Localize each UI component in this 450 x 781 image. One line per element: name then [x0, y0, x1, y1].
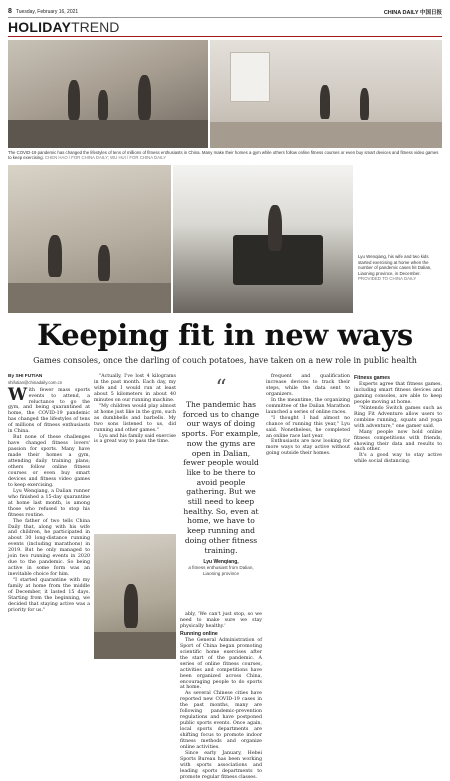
top-caption-text: The COVID-19 pandemic has changed the lifestyles of tens of millions of fitness enthusiasts in China. Many make their homes a gym while others follow online fitness courses or even buy smart devices and fitness video games to keep exercising. [8, 150, 439, 161]
side-caption-credit: PROVIDED TO CHINA DAILY [358, 276, 417, 281]
byline: By SHI FUTIAN [8, 374, 43, 379]
issue-date: Tuesday, February 16, 2021 [15, 8, 79, 15]
article-column-2 [94, 374, 176, 445]
side-photo-caption [358, 254, 442, 282]
article-column-1 [8, 374, 90, 614]
paragraph: "Actually, I've lost 4 kilograms in the past month. Each day, my wife and I would run at least about 5 kilometers in about 40 minutes on our running machine. [94, 374, 176, 403]
top-photo-caption [8, 150, 442, 161]
paragraph: Enthusiasts are now looking for more ways to stay active without going outside their homes. [266, 439, 350, 457]
paragraph: "I started quarantine with my family at home from the middle of December, it lasted 15 days. Starting from the beginning, we decided that staying active was a priority for us." [8, 578, 90, 613]
page-number: 8 [8, 8, 12, 15]
photo-child-home-exercise [94, 534, 176, 659]
quote-mark-icon: “ [215, 376, 227, 401]
paragraph: Lyu Wenqiang, a Dalian runner who finished a 15-day quarantine at home last month, is among those who refused to stop his fitness routine. [8, 488, 90, 518]
quote-attribution-name: Lyu Wenqiang, [203, 559, 239, 566]
pull-quote [180, 376, 262, 576]
subhead-running: Running online [180, 630, 218, 637]
paragraph: But none of these challenges have changed fitness lovers' passion for sports. Many have made their homes a gym, attending daily training plans; others follow online fitness courses or even buy smart devices and fitness video games to keep exercising. [8, 435, 90, 488]
paragraph: It's a good way to stay active while social distancing. [354, 453, 442, 465]
photo-kids-playing [8, 165, 171, 313]
photo-children-exercising [210, 40, 442, 148]
headline: Keeping fit in new ways [37, 318, 413, 352]
paragraph: Many people now hold online fitness competitions with friends, showing their data and results to each other. [354, 429, 442, 453]
deck: Games consoles, once the darling of couch potatoes, have taken on a new role in public health [33, 356, 417, 365]
photo-treadmill-running [173, 165, 353, 313]
paragraph: Experts agree that fitness games, including smart fitness devices and gaming consoles, are able to keep people moving at home. [354, 382, 442, 405]
article-column-3 [180, 612, 262, 781]
drop-cap: W [8, 385, 28, 406]
page-header [8, 6, 442, 18]
side-caption-text: Lyu Wenqiang, his wife and two kids started exercising at home when the number of pandemic cases hit Dalian, Liaoning province, in December. [358, 254, 432, 276]
subhead-fitness-games: Fitness games [354, 375, 391, 381]
byline-email: shifutian@chinadaily.com.cn [8, 380, 63, 385]
paper-name-cn: 中国日报 [419, 9, 442, 16]
section-title-part-a: HOLIDAY [8, 19, 72, 35]
paragraph: The General Administration of Sport of China began promoting scientific home exercises after the start of the pandemic. A series of online fitness courses, activities and competitions have been organized across China, encouraging people to do sports at home. [180, 637, 262, 691]
paragraph: "I thought I had almost no chance of running this year," Lyu said. Nonetheless, he completed an online race last year. [266, 415, 350, 439]
paragraph: The father of two tells China Daily that, along with his wife and children, he participated in about 30 long-distance running events (including marathons) in 2019. But he only managed to join two running events in 2020 due to the pandemic. So being active in some form was an inevitable choice for him. [8, 518, 90, 578]
quote-attribution-title: a fitness enthusiast from Dalian, Liaoning province [188, 565, 254, 576]
quote-text: The pandemic has forced us to change our ways of doing sports. For example, now the gyms are open in Dalian, fewer people would like to be there to avoid people gathering. But we still need to keep healthy. So, even at home, we have to keep running and doing other fitness training. [181, 400, 261, 555]
section-title-part-b: TREND [71, 19, 120, 35]
paragraph: In the meantime, the organizing committee of the Dalian Marathon launched a series of online races. [266, 397, 350, 415]
paragraph: As several Chinese cities have reported new COVID-19 cases in the past months, many are following pandemic-prevention regulations and have postponed public sports events. Once again, local sports departments are shifting focus to promote indoor fitness methods and organize online activities. [180, 691, 262, 751]
paragraph: ably, 'We can't just stop, so we need to make sure we stay physically healthy.' [180, 612, 262, 629]
paragraph: ith fewer mass sports events to attend, a reluctance to go the gym, and being quarantined at home, the COVID-19 pandemic has changed the lifestyles of tens of millions of fitness enthusiasts in China. [8, 387, 90, 435]
section-rule [8, 36, 442, 37]
top-caption-credit: CHEN HAO / FOR CHINA DAILY; WU HUI / FOR CHINA DAILY [45, 155, 167, 161]
paper-name: CHINA DAILY [383, 9, 419, 16]
section-title [8, 19, 119, 35]
paragraph: "My children would play almost at home just like in the gym, such as dumbbells and barbells. My two sons listened to us, did running and other games." [94, 403, 176, 433]
article-column-4 [266, 374, 350, 457]
paragraph: Lyu and his family said exercise is a great way to pass the time. [94, 433, 176, 445]
article-column-5 [354, 374, 442, 465]
paragraph: Since early January, Hebei Sports Bureau has been working with sports associations and leading sports departments to promote regular fitness classes. [180, 750, 262, 780]
photo-family-home-workout [8, 40, 208, 148]
paragraph: frequent and qualification increase devices to track their steps, while the data sent to organizers. [266, 374, 350, 397]
paragraph: "Nintendo Switch games such as Ring Fit Adventure allow users to combine running, squats and yoga with adventure," one gamer said. [354, 405, 442, 429]
